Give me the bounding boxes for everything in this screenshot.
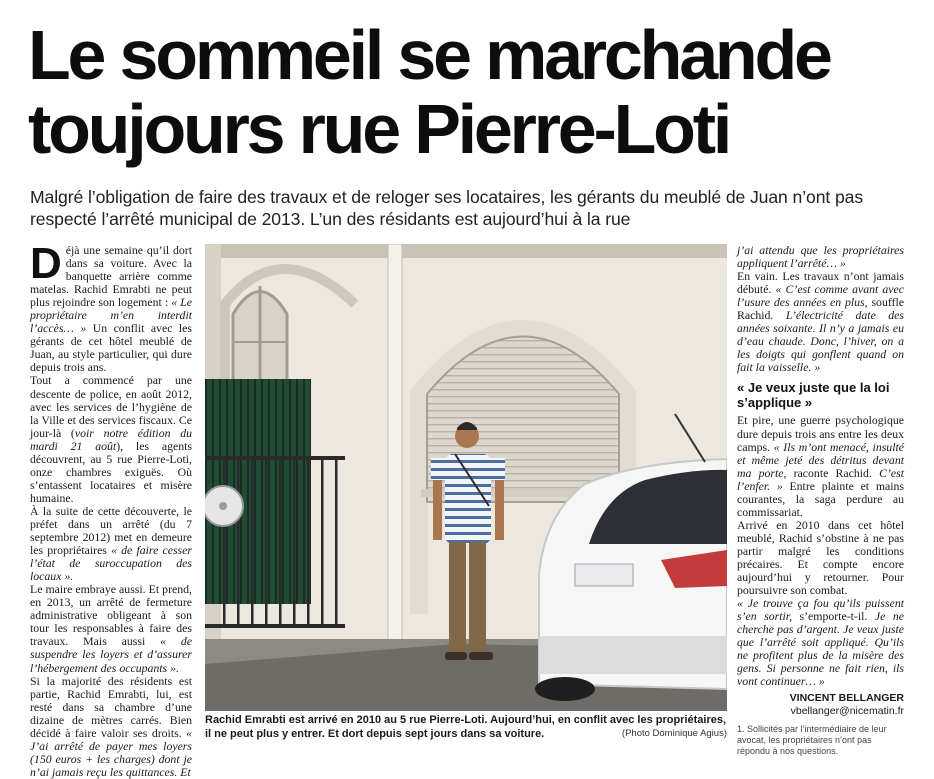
subheading: « Je veux juste que la loi s’applique » <box>737 380 890 411</box>
body-column-right <box>737 244 904 757</box>
body-column-left <box>30 239 193 779</box>
article-deck: Malgré l’obligation de faire des travaux et de reloger ses locataires, les gérants du meublé de Juan n’ont pas respecté l’arrêté municipal de 2013. L’un des résidants est aujourd’hui à la rue <box>30 187 864 229</box>
photo-credit: (Photo Dominique Agius) <box>621 728 727 739</box>
paragraph: Tout a commencé par une descente de police, en août 2012, avec les services de l’hygiène de la Ville et des services fiscaux. Ce jour-là (voir notre édition du mardi 21 août), les agents découvrent, au 5 rue Pierre-Loti, onze chambres exiguës. Où s’entassent locataires et misère humaine. <box>30 373 193 505</box>
headline <box>28 18 918 166</box>
paragraph: Déjà une semaine qu’il dort dans sa voiture. Avec la banquette arrière comme matelas. Rachid Emrabti ne peut plus rejoindre son logement : « Le propriétaire m’en interdit l’accès… » Un conflit avec les gérants de cet hôtel meublé de Juan, au style particulier, qui dure depuis trois ans. <box>30 239 192 375</box>
paragraph: « Je trouve ça fou qu’ils puissent s’en sortir, s’emporte-t-il. Je ne cherche pas d’argent. Je veux juste que l’arrêté soit appliqué. Qu’ils ne profitent plus de la misère des gens. Si personne ne fait rien, ils vont continuer… » <box>737 596 904 689</box>
author-signature: VINCENT BELLANGER <box>789 692 904 705</box>
photo-caption <box>205 713 727 741</box>
headline-line-1: Le sommeil se marchande <box>28 16 830 94</box>
article-photo <box>205 244 727 711</box>
paragraph: Si la majorité des résidents est partie, Rachid Emrabti, lui, est resté dans sa chambre d’une dizaine de mètres carrés. Bien décidé à faire valoir ses droits. « J’ai arrêté de payer mes loyers (150 euros + les charges) dont je n’ai jamais reçu les quittances. Et <box>30 673 192 779</box>
paragraph: À la suite de cette découverte, le préfet dans un arrêté (du 7 septembre 2012) met en demeure les propriétaires « de faire cesser l’état de suroccupation des locaux ». <box>30 503 192 584</box>
paragraph: Arrivé en 2010 dans cet hôtel meublé, Rachid s’obstine à ne pas partir malgré les conditions précaires. Et compte encore aujourd’hui y retourner. Pour poursuivre son combat. <box>737 517 904 598</box>
caption-text: Rachid Emrabti est arrivé en 2010 au 5 rue Pierre-Loti. Aujourd’hui, en conflit avec les propriétaires, il ne peut plus y entrer. Et dort depuis sept jours dans sa voiture. <box>205 714 727 740</box>
paragraph: Et pire, une guerre psychologique dure depuis trois ans entre les deux camps. « Ils m’ont menacé, insulté et même jeté des détritus devant ma porte, raconte Rachid. C’est l’enfer. » Entre plainte et mains courantes, la saga perdure au commissariat. <box>737 413 904 519</box>
paragraph: Le maire embraye aussi. Et prend, en 2013, un arrêté de fermeture administrative obligeant à son tour les responsables à faire des travaux. Mais aussi « de suspendre les loyers et d’assurer l’hébergement des occupants ». <box>30 582 193 675</box>
drop-cap: D <box>30 239 62 288</box>
headline-line-2: toujours rue Pierre-Loti <box>28 90 730 168</box>
paragraph: j’ai attendu que les propriétaires appliquent l’arrêté… » <box>737 243 904 271</box>
author-email[interactable]: vbellanger@nicematin.fr <box>790 705 904 718</box>
paragraph: En vain. Les travaux n’ont jamais débuté. « C’est comme avant avec l’usure des années en plus, souffle Rachid. L’électricité date des années soixante. Il n’y a jamais eu d’eau chaude. Donc, l’hiver, on a les doigts qui gonflent quand on fait la vaisselle. » <box>737 269 905 375</box>
footnote: 1. Sollicités par l’intermédiaire de leur avocat, les propriétaires n’ont pas répondu à nos questions. <box>737 724 887 757</box>
